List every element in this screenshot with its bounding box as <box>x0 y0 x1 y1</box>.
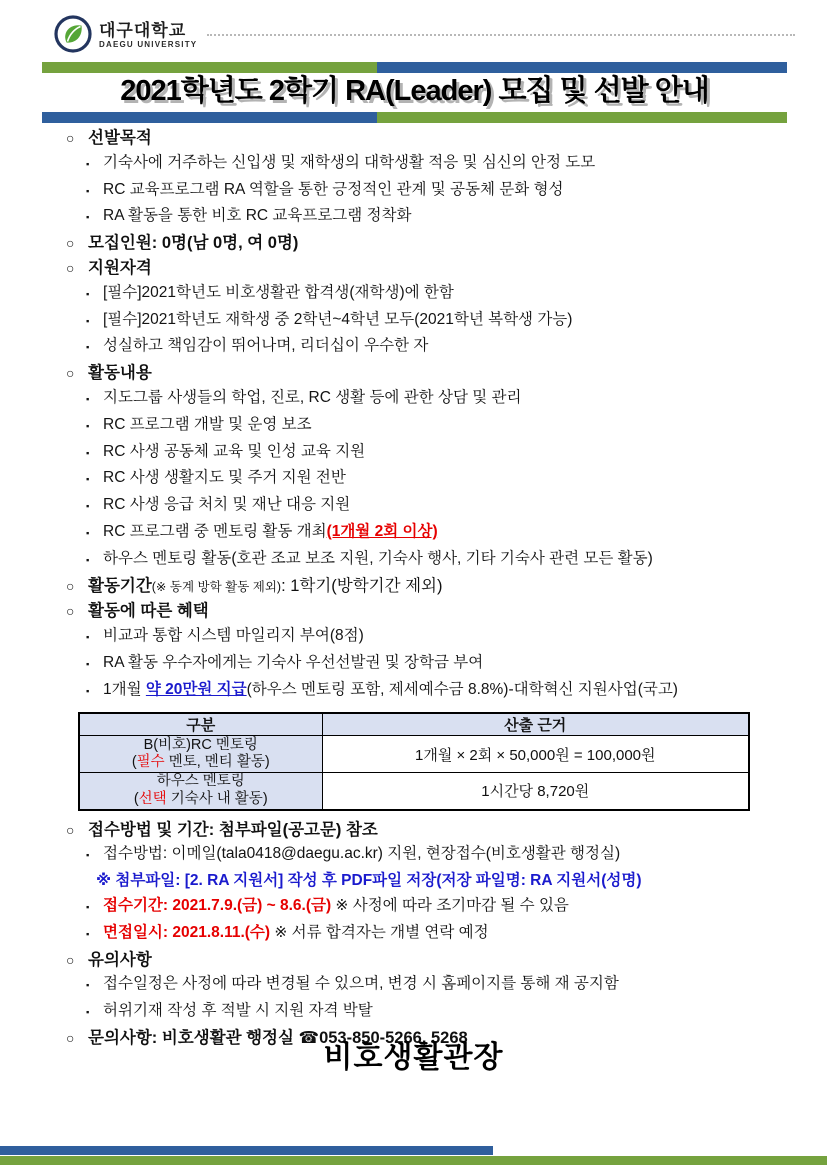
text-segment: ※ 첨부파일: [2. RA 지원서] 작성 후 PDF파일 저장(저장 파일명: RA 지원서(성명) <box>96 872 642 890</box>
text-segment: 기숙사에 거주하는 신입생 및 재학생의 대학생활 적응 및 심신의 안정 도모 <box>103 153 596 171</box>
text-segment: RC 사생 응급 처치 및 재난 대응 지원 <box>103 496 351 514</box>
section-heading <box>66 256 791 281</box>
text-segment: 활동기간 <box>88 576 152 595</box>
column-header-basis: 산출 근거 <box>322 713 749 736</box>
text-segment: 유의사항 <box>88 950 152 969</box>
square-bullet-icon: ▪ <box>86 342 90 354</box>
section-heading <box>66 361 791 386</box>
section-heading <box>66 231 791 256</box>
line-text <box>103 842 620 867</box>
category-name: 하우스 멘토링 <box>156 773 245 790</box>
footer-bar-blue <box>0 1146 493 1155</box>
square-bullet-icon: ▪ <box>86 474 90 486</box>
fee-table-header-row <box>79 713 749 736</box>
header-bar-bottom <box>42 112 787 123</box>
line-text <box>103 204 411 229</box>
bullet-item <box>66 151 791 178</box>
university-emblem-icon <box>54 15 92 58</box>
category-cell <box>79 773 322 810</box>
text-segment: 모집인원: 0명(남 0명, 여 0명) <box>88 234 299 253</box>
text-segment: RC 사생 공동체 교육 및 인성 교육 지원 <box>103 442 366 460</box>
signature-title: 비호생활관장 <box>323 1041 504 1074</box>
text-segment: 멘토, 멘티 활동) <box>164 754 270 771</box>
bullet-item <box>66 440 791 467</box>
text-segment: [필수]2021학년도 비호생활관 합격생(재학생)에 한함 <box>103 283 454 301</box>
square-bullet-icon: ▪ <box>86 288 90 300</box>
text-segment: 문의사항: 비호생활관 행정실 ☎053-850-5266, 5268 <box>88 1028 468 1047</box>
square-bullet-icon: ▪ <box>86 501 90 513</box>
text-segment: 접수기간: 2021.7.9.(금) ~ 8.6.(금) <box>103 896 332 914</box>
square-bullet-icon: ▪ <box>86 658 90 670</box>
section-heading <box>66 574 791 600</box>
circle-bullet-icon: ○ <box>66 1029 75 1046</box>
circle-bullet-icon: ○ <box>66 577 75 594</box>
square-bullet-icon: ▪ <box>86 212 90 224</box>
circle-bullet-icon: ○ <box>66 603 75 620</box>
text-segment: 하우스 멘토링 활동(호관 조교 보조 지원, 기숙사 행사, 기타 기숙사 관련 모든 활동) <box>103 549 653 567</box>
category-subtext <box>80 754 322 772</box>
bullet-item <box>66 178 791 205</box>
note-line <box>66 869 791 894</box>
square-bullet-icon: ▪ <box>86 315 90 327</box>
header-dotted-rule <box>207 34 795 36</box>
line-text <box>88 948 152 973</box>
text-segment: RC 프로그램 개발 및 운영 보조 <box>103 415 312 433</box>
text-segment: (※ 동계 방학 활동 제외) <box>151 579 282 594</box>
circle-bullet-icon: ○ <box>66 951 75 968</box>
text-segment: 1개월 <box>103 680 146 698</box>
bullet-item <box>66 678 791 705</box>
bullet-item <box>66 386 791 413</box>
line-text <box>103 972 619 997</box>
category-cell <box>79 736 322 773</box>
text-segment: ※ 서류 합격자는 개별 연락 예정 <box>270 923 489 941</box>
bullet-item <box>66 894 791 921</box>
section-heading <box>66 126 791 151</box>
line-text <box>88 361 152 386</box>
line-text <box>96 869 641 894</box>
bullet-item <box>66 842 791 869</box>
text-segment: 지도그룹 사생들의 학업, 진로, RC 생활 등에 관한 상담 및 관리 <box>103 388 522 406</box>
bullet-item <box>66 281 791 308</box>
square-bullet-icon: ▪ <box>86 1007 90 1019</box>
text-segment: RC 교육프로그램 RA 역할을 통한 긍정적인 관계 및 공동체 문화 형성 <box>103 180 564 198</box>
notice-body <box>0 126 827 1051</box>
square-bullet-icon: ▪ <box>86 185 90 197</box>
text-segment: 필수 <box>136 754 165 771</box>
text-segment: 약 20만원 지급 <box>145 680 247 698</box>
text-segment: RC 프로그램 중 멘토링 활동 개최 <box>103 522 327 540</box>
line-text <box>88 599 209 624</box>
basis-cell: 1개월 × 2회 × 50,000원 = 100,000원 <box>322 736 749 773</box>
category-name: B(비호)RC 멘토링 <box>143 736 258 753</box>
text-segment: 면접일시: 2021.8.11.(수) <box>103 923 271 941</box>
header-bar-bottom-blue <box>42 112 377 123</box>
text-segment: 접수일정은 사정에 따라 변경될 수 있으며, 변경 시 홈페이지를 통해 재 공지함 <box>103 975 619 993</box>
text-segment: RC 사생 생활지도 및 주거 지원 전반 <box>103 469 346 487</box>
line-text <box>103 999 373 1024</box>
section-heading <box>66 599 791 624</box>
category-subtext <box>80 791 322 809</box>
university-logo-row <box>54 16 795 56</box>
square-bullet-icon: ▪ <box>86 527 90 539</box>
line-text <box>103 624 364 649</box>
text-segment: ( <box>131 754 137 771</box>
text-segment: 허위기재 작성 후 적발 시 지원 자격 박탈 <box>103 1002 373 1020</box>
bullet-item <box>66 651 791 678</box>
text-segment: ※ 사정에 따라 조기마감 될 수 있음 <box>331 896 569 914</box>
text-segment: 성실하고 책임감이 뛰어나며, 리더십이 우수한 자 <box>103 337 429 355</box>
line-text <box>88 231 298 256</box>
bullet-item <box>66 334 791 361</box>
footer-bar-green <box>0 1156 827 1165</box>
square-bullet-icon: ▪ <box>86 850 90 862</box>
square-bullet-icon: ▪ <box>86 980 90 992</box>
line-text <box>103 334 428 359</box>
text-segment: 접수방법 및 기간: 첨부파일(공고문) 참조 <box>88 820 378 839</box>
line-text <box>103 281 454 306</box>
text-segment: 활동에 따른 혜택 <box>88 602 209 621</box>
table-row <box>79 736 749 773</box>
line-text <box>103 308 572 333</box>
line-text <box>103 547 653 572</box>
bullet-item <box>66 520 791 547</box>
circle-bullet-icon: ○ <box>66 365 75 382</box>
line-text <box>103 651 483 676</box>
line-text <box>88 574 443 600</box>
text-segment: (하우스 멘토링 포함, 제세예수금 8.8%)-대학혁신 지원사업(국고) <box>246 680 678 698</box>
text-segment: ( <box>133 790 139 807</box>
line-text <box>103 151 595 176</box>
section-heading <box>66 948 791 973</box>
line-text <box>88 818 378 843</box>
bullet-item <box>66 413 791 440</box>
line-text <box>103 921 489 946</box>
university-name-kr: 대구대학교 <box>99 21 187 40</box>
column-header-category: 구분 <box>79 713 322 736</box>
university-name <box>99 22 197 50</box>
square-bullet-icon: ▪ <box>86 685 90 697</box>
text-segment: 선택 <box>138 790 167 807</box>
fee-table <box>78 712 750 811</box>
line-text <box>103 894 569 919</box>
basis-cell: 1시간당 8,720원 <box>322 773 749 810</box>
text-segment: : 1학기(방학기간 제외) <box>281 576 443 595</box>
text-segment: 접수방법: 이메일(tala0418@daegu.ac.kr) 지원, 현장접수(비호생활관 행정실) <box>103 845 621 863</box>
line-text <box>88 256 152 281</box>
bullet-item <box>66 999 791 1026</box>
text-segment: 활동내용 <box>88 364 152 383</box>
circle-bullet-icon: ○ <box>66 235 75 252</box>
text-segment: 선발목적 <box>88 129 152 147</box>
bullet-item <box>66 624 791 651</box>
circle-bullet-icon: ○ <box>66 130 75 146</box>
text-segment: 비교과 통합 시스템 마일리지 부여(8점) <box>103 627 364 645</box>
text-segment: 기숙사 내 활동) <box>166 790 268 807</box>
bullet-item <box>66 493 791 520</box>
section-heading <box>66 818 791 843</box>
bullet-item <box>66 921 791 948</box>
text-segment: (1개월 2회 이상) <box>326 522 438 540</box>
line-text <box>103 678 678 703</box>
line-text <box>103 520 438 545</box>
line-text <box>103 413 312 438</box>
circle-bullet-icon: ○ <box>66 821 75 838</box>
table-row <box>79 773 749 810</box>
bullet-item <box>66 308 791 335</box>
bullet-item <box>66 466 791 493</box>
bullet-item <box>66 204 791 231</box>
square-bullet-icon: ▪ <box>86 901 90 913</box>
header-bar-bottom-green <box>377 112 787 123</box>
circle-bullet-icon: ○ <box>66 259 75 276</box>
line-text <box>88 126 152 151</box>
square-bullet-icon: ▪ <box>86 928 90 940</box>
square-bullet-icon: ▪ <box>86 420 90 432</box>
university-name-en: DAEGU UNIVERSITY <box>99 40 198 49</box>
square-bullet-icon: ▪ <box>86 158 90 170</box>
text-segment: 지원자격 <box>88 258 152 277</box>
square-bullet-icon: ▪ <box>86 393 90 405</box>
text-segment: [필수]2021학년도 재학생 중 2학년~4학년 모두(2021학년 복학생 가능) <box>103 310 573 328</box>
square-bullet-icon: ▪ <box>86 447 90 459</box>
square-bullet-icon: ▪ <box>86 554 90 566</box>
line-text <box>103 466 346 491</box>
line-text <box>103 493 350 518</box>
line-text <box>103 440 365 465</box>
bullet-item <box>66 972 791 999</box>
text-segment: RA 활동을 통한 비호 RC 교육프로그램 정착화 <box>103 207 412 225</box>
bullet-item <box>66 547 791 574</box>
square-bullet-icon: ▪ <box>86 632 90 644</box>
text-segment: RA 활동 우수자에게는 기숙사 우선선발권 및 장학금 부여 <box>103 653 484 671</box>
page-title: 2021학년도 2학기 RA(Leader) 모집 및 선발 안내 <box>120 75 709 107</box>
line-text <box>103 178 563 203</box>
line-text <box>103 386 521 411</box>
